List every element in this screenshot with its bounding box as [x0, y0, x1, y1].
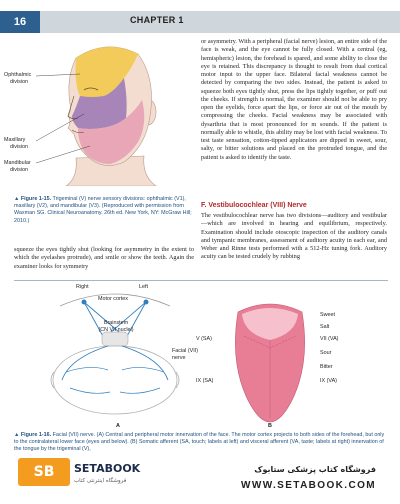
- panel-a-letter: A: [116, 423, 120, 429]
- figure-1-16-caption: ▲ Figure 1-16. Facial (VII) nerve. (A) Central and peripheral motor innervation of the face. The motor cortex projects to both sides of the forehead, but only to the contralateral lower face (eyes and below). (B) Somatic afferent (SA, touch; labels at left) and visceral afferent (VA, taste; labels at right) innervation of the tongue by the trigeminal (V),: [14, 432, 385, 453]
- ix-sa-label: IX (SA): [196, 378, 214, 384]
- shop-title: فروشگاه کتاب پزشکی ستابوک: [254, 465, 376, 474]
- vii-va-label: VII (VA): [320, 336, 339, 342]
- ophthalmic-label: Ophthalmic division: [4, 72, 32, 85]
- sweet-label: Sweet: [320, 312, 335, 318]
- v-sa-label: V (SA): [196, 336, 212, 342]
- ix-va-label: IX (VA): [320, 378, 337, 384]
- caption-triangle-icon: ▲: [14, 196, 20, 202]
- brainstem-shape: [102, 332, 128, 346]
- right-label: Right: [76, 284, 89, 290]
- trigeminal-figure: [6, 38, 190, 186]
- page-number: 16: [0, 11, 40, 33]
- bitter-label: Bitter: [320, 364, 333, 370]
- face-outline: [53, 346, 177, 414]
- shop-url-link[interactable]: WWW.SETABOOK.COM: [241, 480, 376, 491]
- tongue-diagram: [228, 300, 312, 424]
- logo-name: SETABOOK: [74, 462, 141, 475]
- setabook-logo-icon: SB: [18, 458, 70, 486]
- left-column-text: squeeze the eyes tightly shut (looking for asymmetry in the extent to which the eyelashes protrude), and smile or show the teeth. Again the examiner looks for symmetry: [14, 246, 194, 270]
- sour-label: Sour: [320, 350, 332, 356]
- page-header: [0, 0, 400, 36]
- mandibular-label: Mandibular division: [4, 160, 31, 173]
- maxillary-label: Maxillary division: [4, 137, 28, 150]
- section-heading: F. Vestibulocochlear (VIII) Nerve: [201, 202, 307, 209]
- left-label: Left: [139, 284, 148, 290]
- salt-label: Salt: [320, 324, 330, 330]
- header-bar: [0, 11, 400, 33]
- caption-triangle-icon: ▲: [14, 432, 20, 438]
- chapter-title: CHAPTER 1: [130, 15, 184, 25]
- logo-subtitle: فروشگاه اینترنتی کتاب: [74, 478, 127, 484]
- brainstem-label: Brainstem (CN VII nuclei): [98, 320, 134, 333]
- motor-cortex-label: Motor cortex: [98, 296, 128, 302]
- facial-nerve-label: Facial (VII) nerve: [172, 348, 199, 361]
- right-column-text: or asymmetry. With a peripheral (facial nerve) lesion, an entire side of the face is weak, and the eye cannot be fully closed. With a central (eg, hemispheric) lesion, the forehead is spared, and some ability to close the eye is retained. This discrepancy is thought to result from dual cortical motor input to the upper face. Bilateral facial weakness cannot be detected by comparing the two sides. Instead, the patient is asked to squeeze both eyes tightly shut, press the lips tightly together, or puff out the cheeks. If strength is normal, the examiner should not be able to pry open the eyelids, force apart the lips, or force air out of the mouth by compressing the cheeks. Facial weakness may be associated with dysarthria that is most pronounced for m sounds. If the patient is normally able to whistle, this ability may be lost with facial weakness. To test taste sensation, cotton-tipped applicators are dipped in sweet, sour, salty, or bitter solutions and placed on the protruded tongue, and the patient is asked to identify the taste.: [201, 38, 387, 161]
- section-text: The vestibulocochlear nerve has two divisions—auditory and vestibular—which are involved in hearing and equilibrium, respectively. Examination should include otoscopic inspection of the auditory canals and tympanic membranes, assessment of auditory acuity in each ear, and Weber and Rinne tests performed with a 512-Hz tuning fork. Auditory acuity can be tested crudely by rubbing: [201, 212, 387, 261]
- figure-1-15-caption: ▲ Figure 1-15. Trigeminal (V) nerve sensory divisions: ophthalmic (V1), maxillary (V2), and mandibular (V3). (Reproduced with permission from Waxman SG. Clinical Neuroanatomy. 26th ed. New York, NY: McGraw Hill; 2010.): [14, 196, 192, 224]
- panel-b-letter: B: [268, 423, 272, 429]
